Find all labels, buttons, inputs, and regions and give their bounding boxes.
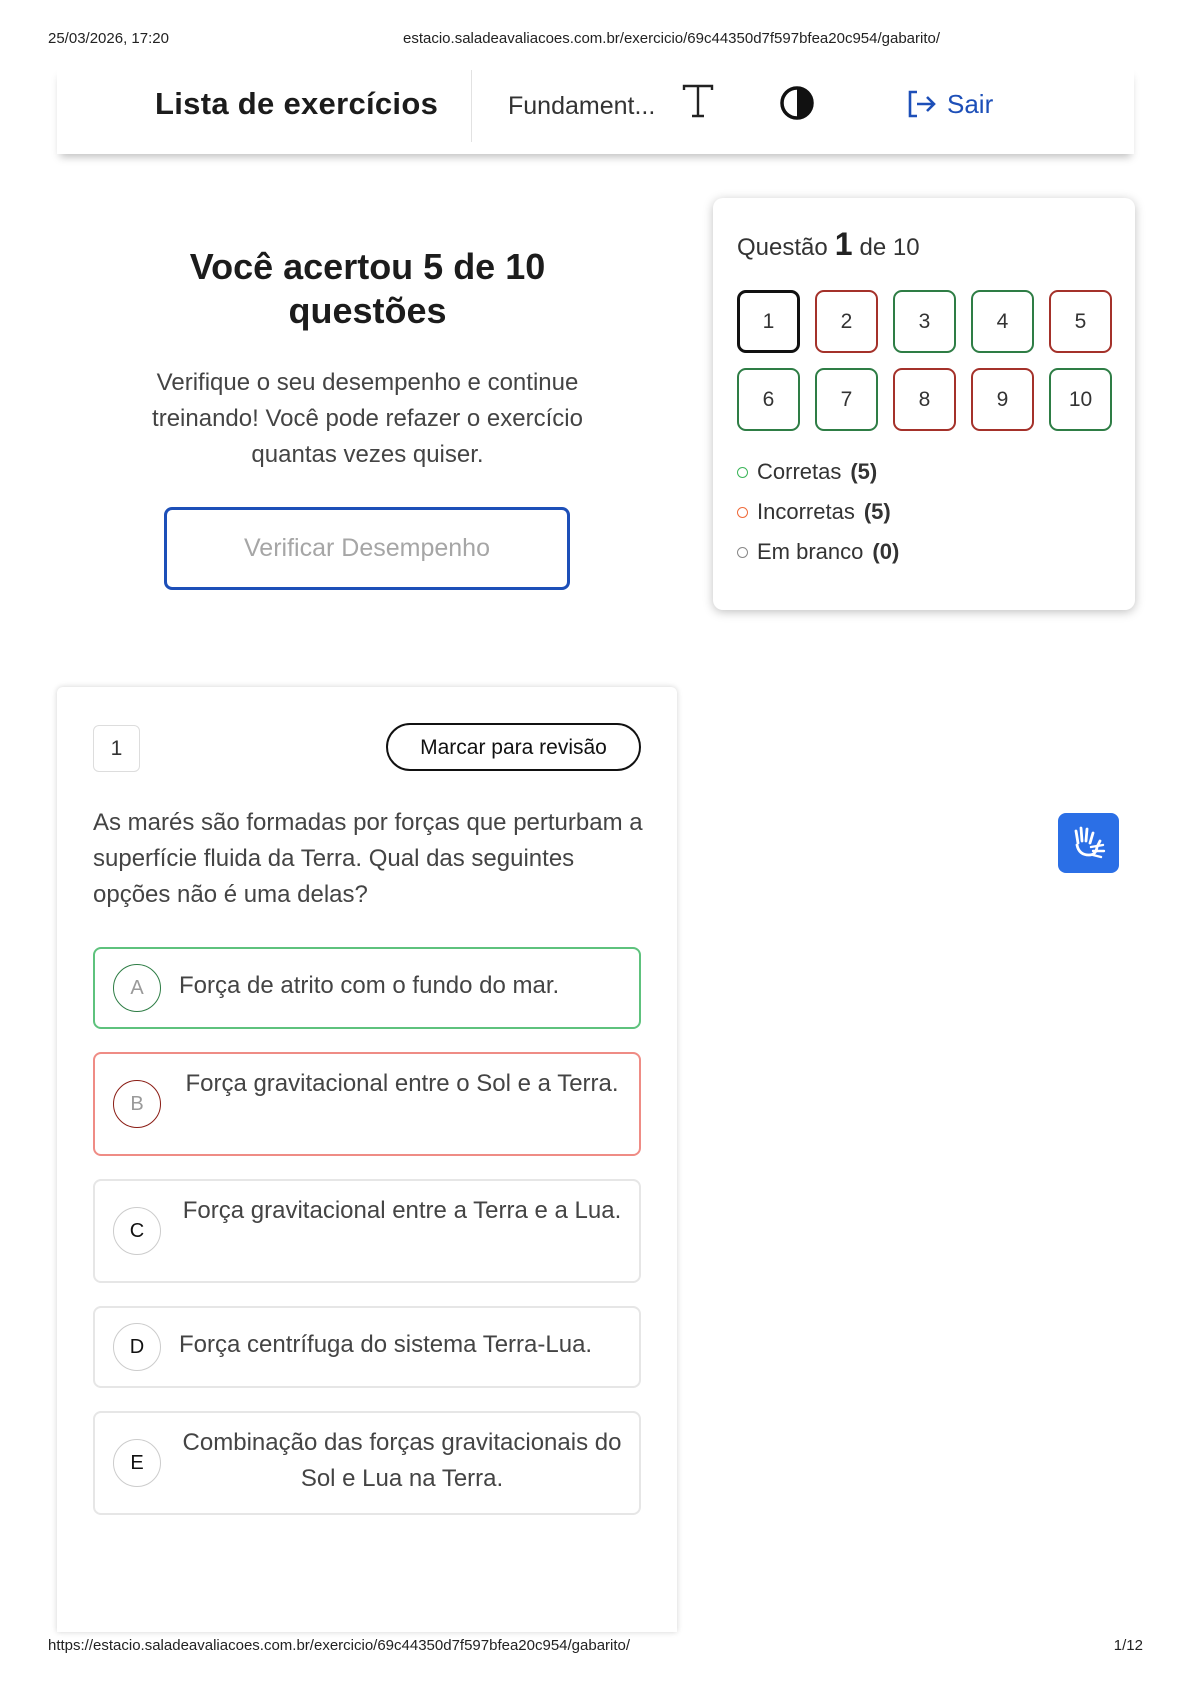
question-card <box>57 687 677 1632</box>
option-text: Combinação das forças gravitacionais do Sol e Lua na Terra. <box>182 1429 622 1492</box>
result-description: Verifique o seu desempenho e continue treinando! Você pode refazer o exercício quantas vezes quiser. <box>152 369 583 468</box>
top-bar <box>57 68 1134 154</box>
question-button-8[interactable]: 8 <box>893 368 956 431</box>
sign-language-icon <box>1069 823 1109 863</box>
result-headline: Você acertou 5 de 10 questões <box>189 246 546 331</box>
option-letter: C <box>113 1207 161 1255</box>
question-button-3[interactable]: 3 <box>893 290 956 353</box>
legend-item <box>737 452 899 492</box>
question-button-7[interactable]: 7 <box>815 368 878 431</box>
option-text: Força gravitacional entre o Sol e a Terra. <box>185 1070 619 1097</box>
question-indicator-prefix: Questão <box>737 234 828 261</box>
vlibras-accessibility-button[interactable] <box>1058 813 1119 873</box>
page-count: 1/12 <box>1113 1637 1143 1654</box>
verify-performance-button[interactable]: Verificar Desempenho <box>164 507 570 590</box>
question-grid <box>737 290 1112 431</box>
option-c[interactable] <box>93 1179 641 1283</box>
legend-label: Corretas <box>757 459 842 484</box>
question-button-5[interactable]: 5 <box>1049 290 1112 353</box>
current-question-number: 1 <box>834 226 853 262</box>
question-indicator <box>737 226 920 263</box>
header-divider <box>471 70 472 142</box>
legend-count: (5) <box>850 459 878 484</box>
question-indicator-suffix: de 10 <box>859 234 920 261</box>
question-button-2[interactable]: 2 <box>815 290 878 353</box>
option-text: Força de atrito com o fundo do mar. <box>179 972 560 999</box>
option-letter: D <box>113 1323 161 1371</box>
question-button-1[interactable]: 1 <box>737 290 800 353</box>
font-size-icon[interactable] <box>681 82 715 122</box>
question-button-10[interactable]: 10 <box>1049 368 1112 431</box>
legend-label: Incorretas <box>757 499 855 524</box>
question-button-6[interactable]: 6 <box>737 368 800 431</box>
option-b[interactable] <box>93 1052 641 1156</box>
legend-item <box>737 492 899 532</box>
contrast-icon[interactable] <box>779 85 815 121</box>
option-d[interactable] <box>93 1306 641 1388</box>
question-button-4[interactable]: 4 <box>971 290 1034 353</box>
print-url: estacio.saladeavaliacoes.com.br/exercicio/69c44350d7f597bfea20c954/gabarito/ <box>403 30 941 47</box>
print-datetime: 25/03/2026, 17:20 <box>48 30 169 47</box>
legend-item <box>737 532 899 572</box>
legend-dot-icon <box>737 467 748 478</box>
logout-icon <box>905 88 937 120</box>
mark-for-review-button[interactable]: Marcar para revisão <box>386 723 641 771</box>
option-letter: B <box>113 1080 161 1128</box>
question-stem: As marés são formadas por forças que perturbam a superfície fluida da Terra. Qual das seguintes opções não é uma delas? <box>93 809 643 908</box>
page-title: Lista de exercícios <box>155 86 439 121</box>
logout-button[interactable] <box>905 88 993 120</box>
legend-dot-icon <box>737 507 748 518</box>
result-section <box>110 245 625 473</box>
legend-label: Em branco <box>757 539 864 564</box>
question-button-9[interactable]: 9 <box>971 368 1034 431</box>
option-e[interactable] <box>93 1411 641 1515</box>
legend-count: (0) <box>872 539 900 564</box>
question-number-tag: 1 <box>93 725 140 772</box>
legend-count: (5) <box>863 499 891 524</box>
logout-label: Sair <box>947 88 994 119</box>
question-summary-card <box>713 198 1135 610</box>
course-name[interactable]: Fundament... <box>508 92 656 120</box>
legend-dot-icon <box>737 547 748 558</box>
option-letter: A <box>113 964 161 1012</box>
print-footer-url: https://estacio.saladeavaliacoes.com.br/exercicio/69c44350d7f597bfea20c954/gabarito/ <box>48 1637 631 1654</box>
option-text: Força gravitacional entre a Terra e a Lua. <box>182 1197 622 1224</box>
option-letter: E <box>113 1439 161 1487</box>
option-text: Força centrífuga do sistema Terra-Lua. <box>179 1331 593 1358</box>
option-a[interactable] <box>93 947 641 1029</box>
status-legend <box>737 452 899 572</box>
